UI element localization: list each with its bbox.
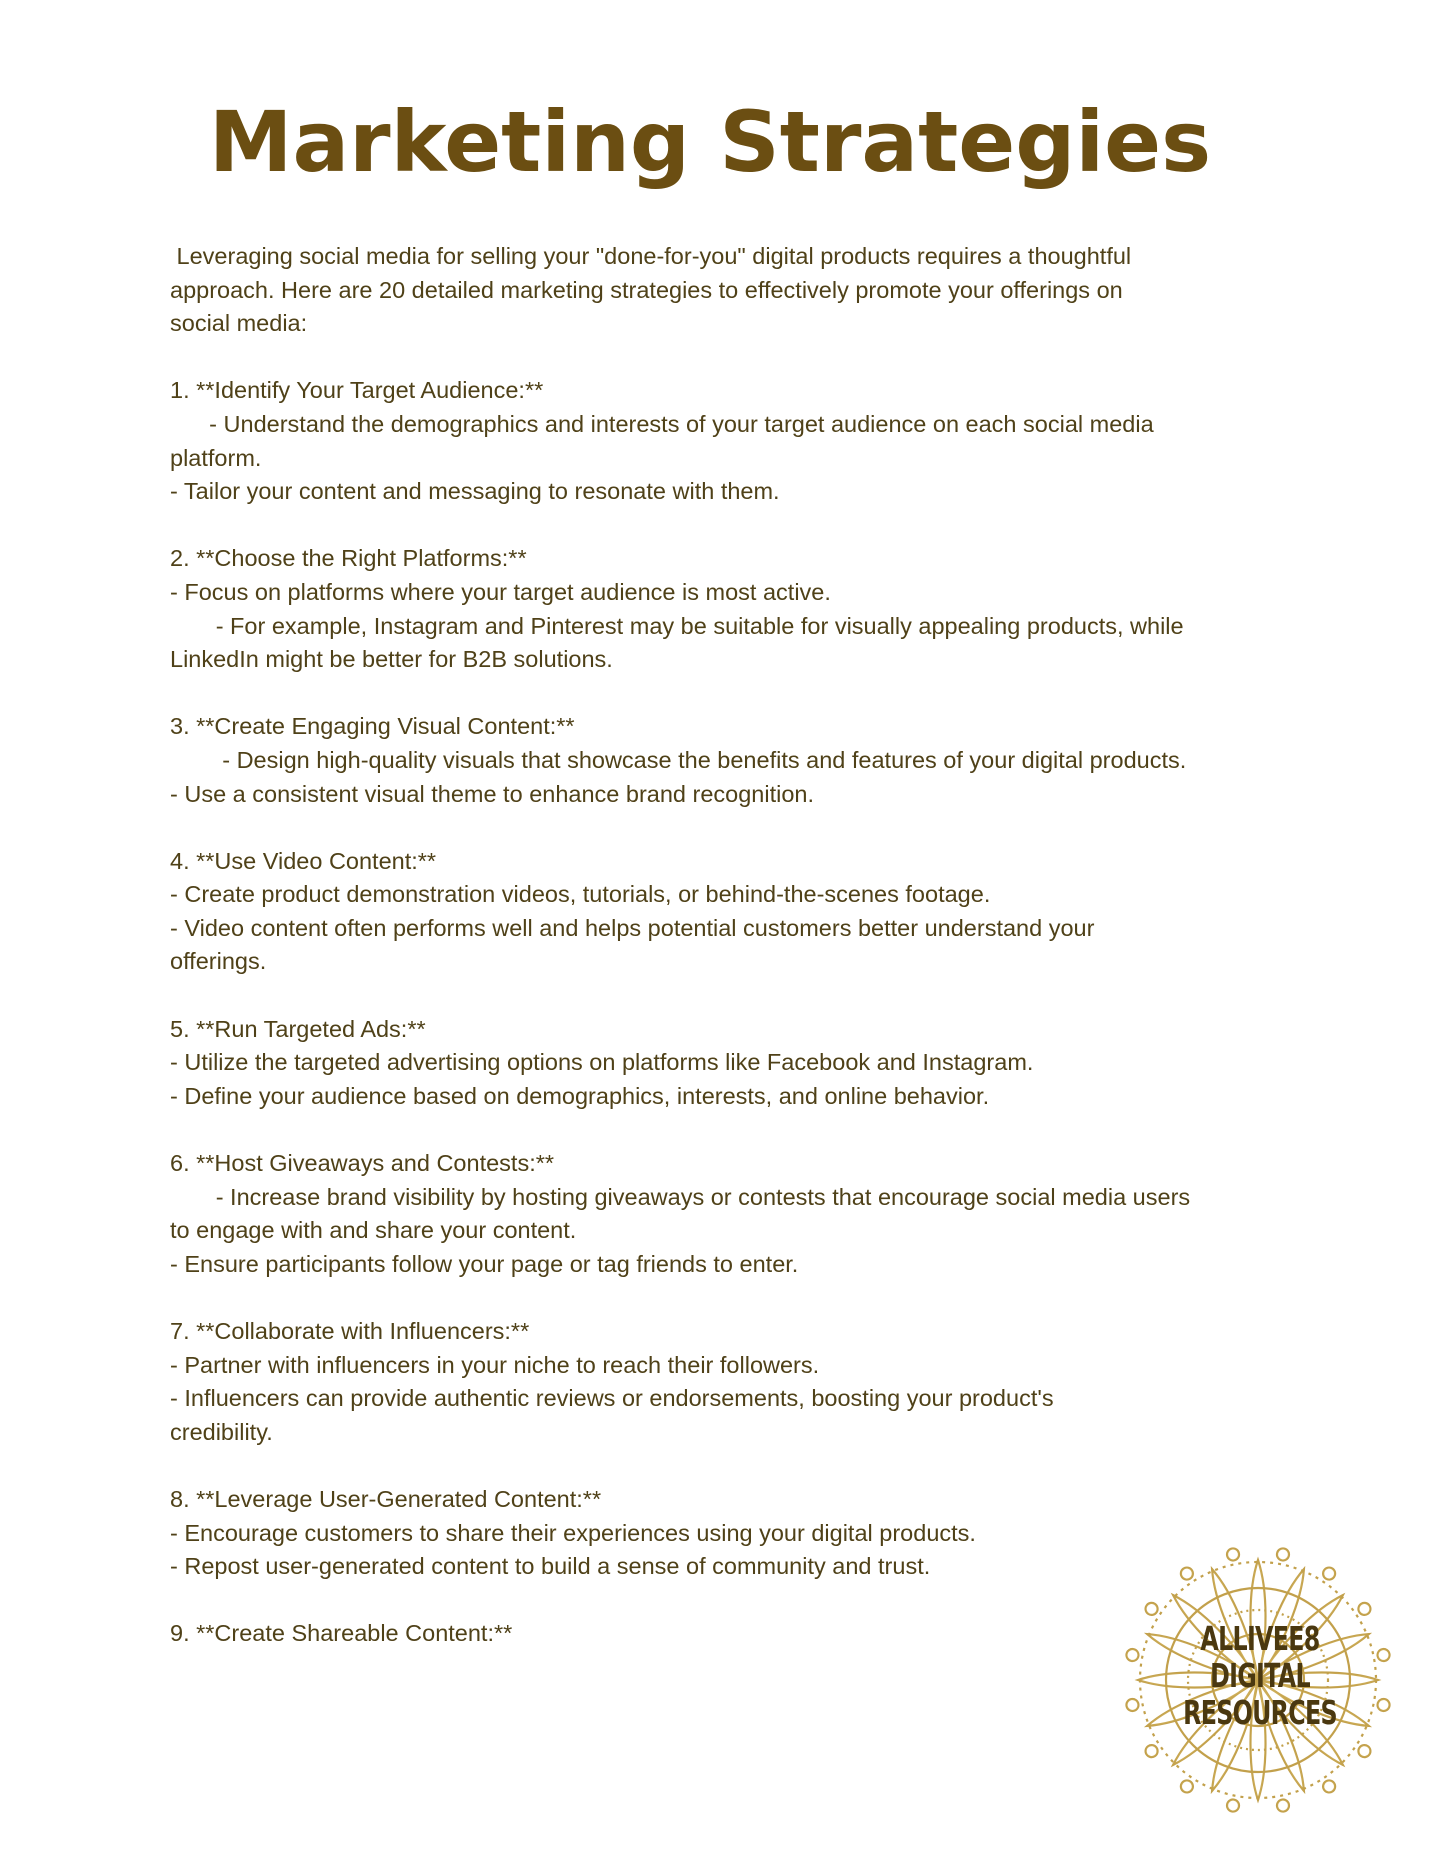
logo-line: DIGITAL (1210, 1656, 1310, 1695)
strategy-heading: 4. **Use Video Content:** (170, 847, 437, 874)
strategy-detail-line: - Understand the demographics and interests of your target audience on each social media (170, 410, 1154, 437)
strategy-item (170, 1013, 1290, 1114)
strategy-detail-line: - Use a consistent visual theme to enhance brand recognition. (170, 780, 815, 807)
logo-line: ALLIVEE8 (1200, 1619, 1320, 1658)
strategy-detail-line: credibility. (170, 1418, 273, 1445)
strategy-detail-line: LinkedIn might be better for B2B solutions. (170, 646, 613, 673)
strategy-item (170, 710, 1290, 811)
strategy-detail-line: - Create product demonstration videos, tutorials, or behind-the-scenes footage. (170, 881, 991, 908)
strategy-detail-line: - Increase brand visibility by hosting giveaways or contests that encourage social media users (170, 1183, 1191, 1210)
strategy-detail-line: - Focus on platforms where your target audience is most active. (170, 578, 831, 605)
strategy-item (170, 1315, 1290, 1449)
strategy-heading: 5. **Run Targeted Ads:** (170, 1015, 426, 1042)
strategy-item (170, 845, 1290, 979)
strategy-item (170, 374, 1290, 508)
intro-line: approach. Here are 20 detailed marketing strategies to effectively promote your offerings on (170, 276, 1123, 303)
strategy-detail-line: - Design high-quality visuals that showcase the benefits and features of your digital products. (170, 746, 1187, 773)
strategy-detail-line: offerings. (170, 948, 267, 975)
strategy-heading: 1. **Identify Your Target Audience:** (170, 377, 544, 404)
logo-text (1181, 1620, 1339, 1731)
strategy-detail-line: platform. (170, 444, 262, 471)
page-title: Marketing Strategies (208, 93, 1212, 191)
strategy-detail-line: - Utilize the targeted advertising options on platforms like Facebook and Instagram. (170, 1049, 1034, 1076)
strategy-detail-line: - Repost user-generated content to build a sense of community and trust. (170, 1553, 931, 1580)
strategy-list (170, 374, 1290, 1651)
strategy-detail-line: - Video content often performs well and helps potential customers better understand your (170, 914, 1095, 941)
strategy-heading: 3. **Create Engaging Visual Content:** (170, 713, 575, 740)
strategy-heading: 9. **Create Shareable Content:** (170, 1620, 513, 1647)
strategy-detail-line: - For example, Instagram and Pinterest may be suitable for visually appealing products, while (170, 612, 1184, 639)
intro-line: social media: (170, 310, 308, 337)
strategy-detail-line: - Encourage customers to share their experiences using your digital products. (170, 1519, 976, 1546)
strategy-detail-line: - Define your audience based on demographics, interests, and online behavior. (170, 1082, 990, 1109)
strategy-detail-line: - Partner with influencers in your niche to reach their followers. (170, 1351, 820, 1378)
intro-line: Leveraging social media for selling your "done-for-you" digital products requires a thoughtful (170, 243, 1132, 269)
strategy-heading: 6. **Host Giveaways and Contests:** (170, 1150, 555, 1177)
intro-paragraph (170, 240, 1290, 341)
strategy-detail-line: - Ensure participants follow your page or tag friends to enter. (170, 1250, 799, 1277)
strategy-heading: 8. **Leverage User-Generated Content:** (170, 1485, 602, 1512)
strategy-detail-line: - Tailor your content and messaging to resonate with them. (170, 478, 780, 505)
strategy-item (170, 1147, 1290, 1281)
strategy-item (170, 542, 1290, 676)
logo-line: RESOURCES (1183, 1693, 1337, 1732)
document-body (170, 240, 1290, 1685)
strategy-heading: 7. **Collaborate with Influencers:** (170, 1318, 530, 1344)
strategy-detail-line: to engage with and share your content. (170, 1217, 577, 1244)
strategy-detail-line: - Influencers can provide authentic reviews or endorsements, boosting your product's (170, 1385, 1054, 1412)
strategy-heading: 2. **Choose the Right Platforms:** (170, 545, 527, 572)
